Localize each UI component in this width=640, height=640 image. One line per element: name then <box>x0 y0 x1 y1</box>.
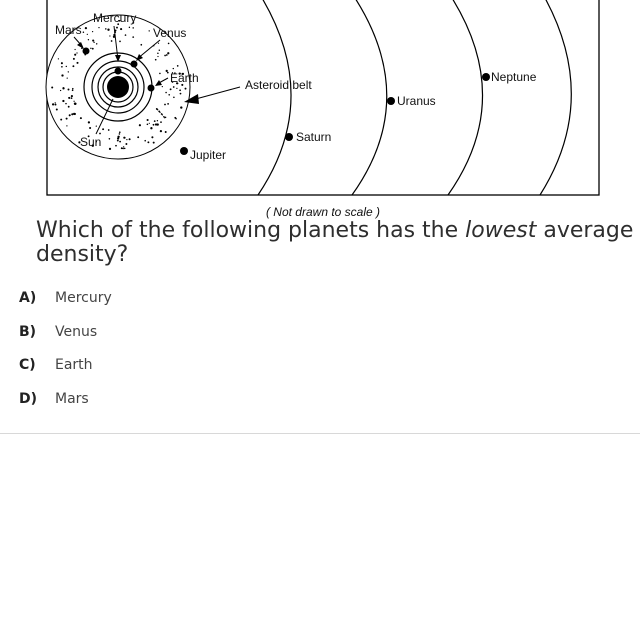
belt-dot <box>160 121 162 123</box>
choice-letter: A) <box>19 290 37 306</box>
choice-a[interactable] <box>19 287 419 309</box>
belt-dot <box>71 113 73 115</box>
belt-dot <box>123 146 124 147</box>
question-text-before: Which of the following planets has the <box>36 218 466 243</box>
belt-dot <box>153 124 155 126</box>
belt-dot <box>69 114 71 116</box>
belt-dot <box>55 102 56 103</box>
belt-dot <box>119 131 121 133</box>
question-text-after: average density? <box>36 218 634 267</box>
belt-dot <box>68 97 70 99</box>
belt-dot <box>180 106 182 108</box>
belt-dot <box>72 65 74 67</box>
belt-dot <box>96 125 97 126</box>
solar-system-diagram <box>0 0 640 222</box>
belt-dot <box>66 66 67 67</box>
belt-dot <box>72 89 74 91</box>
mercury-label: Mercury <box>93 11 137 25</box>
belt-dot <box>168 43 170 45</box>
belt-dot <box>109 138 111 140</box>
belt-dot <box>117 140 119 142</box>
belt-dot <box>173 97 175 99</box>
belt-dot <box>175 118 176 119</box>
belt-dot <box>132 27 134 29</box>
belt-dot <box>55 104 57 106</box>
belt-dot <box>93 42 94 43</box>
belt-dot <box>160 130 162 132</box>
saturn-planet <box>285 133 293 141</box>
belt-dot <box>157 120 158 121</box>
jupiter-planet <box>180 147 188 155</box>
belt-dot <box>96 43 97 44</box>
belt-dot <box>68 89 70 91</box>
belt-dot <box>147 141 149 143</box>
belt-dot <box>162 86 163 87</box>
belt-dot <box>56 108 58 110</box>
earth-label: Earth <box>170 71 199 85</box>
belt-dot <box>66 118 68 120</box>
choice-text: Mars <box>55 391 89 407</box>
choice-letter: B) <box>19 324 37 340</box>
belt-dot <box>88 39 89 40</box>
belt-dot <box>61 66 63 68</box>
choice-c[interactable] <box>19 354 419 376</box>
belt-dot <box>73 58 75 60</box>
belt-dot <box>76 52 77 53</box>
belt-dot <box>92 40 94 42</box>
belt-dot <box>151 136 153 138</box>
belt-dot <box>157 109 158 110</box>
belt-dot <box>165 92 167 94</box>
belt-dot <box>105 28 107 30</box>
belt-dot <box>170 88 172 90</box>
belt-dot <box>158 43 159 44</box>
belt-dot <box>76 62 78 64</box>
belt-dot <box>60 90 61 91</box>
belt-dot <box>109 148 111 150</box>
sun <box>107 76 129 98</box>
venus-label: Venus <box>153 26 187 40</box>
belt-dot <box>73 113 75 115</box>
belt-dot <box>179 89 181 91</box>
belt-dot <box>164 117 165 118</box>
belt-dot <box>157 56 158 57</box>
belt-dot <box>124 148 126 150</box>
belt-dot <box>166 70 168 72</box>
belt-dot <box>58 58 59 59</box>
sun-label: Sun <box>80 135 102 149</box>
choice-letter: D) <box>19 391 38 407</box>
belt-dot <box>176 88 177 89</box>
belt-dot <box>150 127 152 129</box>
belt-dot <box>80 117 82 119</box>
belt-dot <box>147 124 149 126</box>
belt-dot <box>132 36 134 38</box>
belt-dot <box>116 27 118 29</box>
neptune-label: Neptune <box>491 70 537 84</box>
belt-dot <box>126 139 127 140</box>
earth-planet <box>148 85 155 92</box>
belt-dot <box>90 48 91 49</box>
belt-dot <box>68 71 69 72</box>
jupiter-label: Jupiter <box>190 148 227 162</box>
belt-dot <box>173 86 175 88</box>
belt-dot <box>111 40 113 42</box>
belt-dot <box>140 44 142 46</box>
venus-planet <box>131 61 138 68</box>
belt-dot <box>120 28 122 30</box>
belt-dot <box>98 27 99 28</box>
belt-dot <box>167 103 169 105</box>
belt-dot <box>125 143 127 145</box>
belt-dot <box>85 27 87 29</box>
choice-d[interactable] <box>19 388 419 410</box>
saturn-label: Saturn <box>296 130 332 144</box>
belt-dot <box>129 27 130 28</box>
belt-dot <box>164 55 166 57</box>
belt-dot <box>108 129 110 131</box>
belt-dot <box>166 54 168 56</box>
belt-dot <box>61 62 63 64</box>
belt-dot <box>154 120 156 122</box>
belt-dot <box>119 41 121 43</box>
choice-text: Earth <box>55 357 93 373</box>
belt-dot <box>173 68 174 69</box>
belt-dot <box>109 35 110 36</box>
belt-dot <box>89 127 91 129</box>
belt-dot <box>159 49 160 50</box>
belt-dot <box>74 103 76 105</box>
belt-dot <box>180 93 182 95</box>
belt-dot <box>74 54 76 56</box>
choice-letter: C) <box>19 357 36 373</box>
belt-dot <box>119 141 121 143</box>
belt-dot <box>159 73 161 75</box>
belt-dot <box>62 100 64 102</box>
belt-dot <box>124 137 126 139</box>
asteroid-belt-label: Asteroid belt <box>245 78 312 92</box>
belt-dot <box>144 140 146 142</box>
belt-dot <box>155 59 157 61</box>
belt-dot <box>159 112 160 113</box>
belt-dot <box>115 145 117 147</box>
diagram-caption: ( Not drawn to scale ) <box>265 205 381 219</box>
belt-dot <box>125 34 127 36</box>
divider <box>0 433 640 434</box>
belt-dot <box>162 114 163 115</box>
uranus-label: Uranus <box>397 94 436 108</box>
belt-dot <box>149 123 150 124</box>
belt-dot <box>165 131 167 133</box>
belt-dot <box>71 97 73 99</box>
belt-dot <box>119 133 121 135</box>
choice-b[interactable] <box>19 321 419 343</box>
belt-dot <box>139 124 141 126</box>
belt-dot <box>129 138 131 140</box>
belt-dot <box>52 103 54 105</box>
belt-dot <box>167 52 169 54</box>
belt-dot <box>117 137 119 139</box>
belt-dot <box>73 101 74 102</box>
belt-dot <box>68 106 70 108</box>
belt-dot <box>149 30 150 31</box>
belt-dot <box>121 147 123 149</box>
belt-dot <box>153 142 155 144</box>
belt-dot <box>168 94 170 96</box>
belt-dot <box>92 31 93 32</box>
mars-label: Mars <box>55 23 82 37</box>
belt-dot <box>147 119 149 121</box>
belt-dot <box>157 53 159 55</box>
neptune-planet <box>482 73 490 81</box>
belt-dot <box>102 128 104 130</box>
question-emphasis: lowest <box>465 218 537 243</box>
belt-dot <box>60 119 62 121</box>
belt-dot <box>185 88 187 90</box>
belt-dot <box>72 88 74 90</box>
choice-text: Venus <box>55 324 98 340</box>
belt-dot <box>83 31 84 32</box>
choice-text: Mercury <box>55 290 112 306</box>
belt-dot <box>92 48 94 50</box>
belt-dot <box>74 49 75 50</box>
belt-dot <box>177 65 179 67</box>
mercury-planet <box>115 68 122 75</box>
belt-dot <box>88 121 90 123</box>
question-text <box>36 219 636 267</box>
belt-dot <box>71 95 73 97</box>
belt-dot <box>51 86 53 88</box>
uranus-planet <box>387 97 395 105</box>
belt-dot <box>87 34 88 35</box>
belt-dot <box>61 74 63 76</box>
belt-dot <box>164 104 166 106</box>
belt-dot <box>67 77 68 78</box>
belt-dot <box>107 29 109 31</box>
belt-dot <box>65 103 67 105</box>
belt-dot <box>137 136 139 138</box>
belt-dot <box>62 87 64 89</box>
belt-dot <box>155 123 157 125</box>
belt-dot <box>66 125 67 126</box>
belt-dot <box>167 72 169 74</box>
